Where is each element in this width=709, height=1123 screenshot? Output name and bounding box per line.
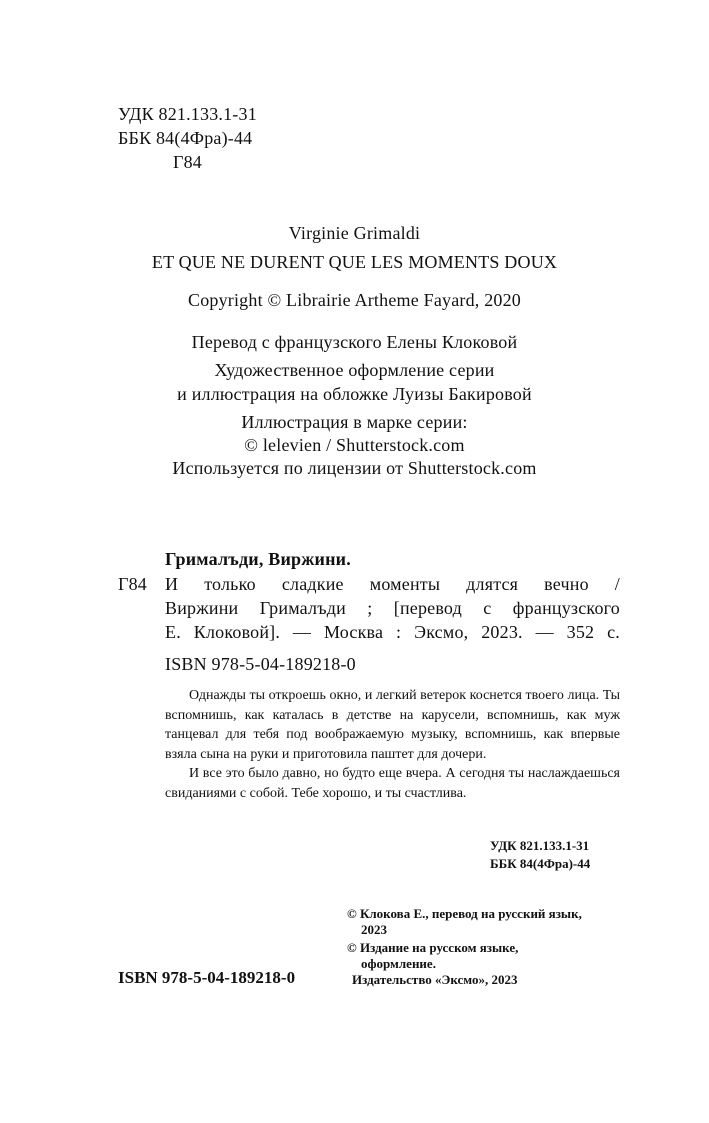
copyright-line: Copyright © Librairie Artheme Fayard, 2020 [187, 290, 521, 310]
original-title: ET QUE NE DURENT QUE LES MOMENTS DOUX [151, 252, 558, 272]
bbk-code: ББК 84(4Фра)-44 [118, 128, 253, 148]
annotation-paragraph-2: И все это было давно, но будто еще вчера. А сегодня ты наслаждаешься свиданиями с собой. Тебе хорошо, и ты счастлива. [165, 766, 620, 801]
annotation-udk: УДК 821.133.1-31 [490, 838, 590, 853]
design-credit-line2: и иллюстрация на обложке Луизы Бакировой [177, 384, 532, 404]
annotation [165, 686, 620, 803]
udk-code: УДК 821.133.1-31 [118, 104, 257, 124]
catalog-mark: Г84 [118, 574, 148, 594]
mark-credit-line2: © lelevien / Shutterstock.com [244, 435, 465, 455]
translation-copyright-line2: 2023 [361, 922, 387, 937]
catalog-line2: Виржини Грималъди ; [перевод с французского [165, 598, 620, 618]
annotation-bbk: ББК 84(4Фра)-44 [490, 856, 591, 871]
catalog-isbn: ISBN 978-5-04-189218-0 [165, 654, 356, 674]
license-line: Используется по лицензии от Shutterstock.com [172, 458, 537, 478]
edition-copyright-line3: Издательство «Эксмо», 2023 [352, 972, 518, 987]
design-credit-line1: Художественное оформление серии [214, 360, 495, 380]
translation-copyright-line1: © Клокова Е., перевод на русский язык, [347, 906, 582, 921]
footer-isbn: ISBN 978-5-04-189218-0 [118, 968, 296, 987]
author-mark: Г84 [173, 152, 203, 172]
annotation-paragraph-1: Однажды ты откроешь окно, и легкий ветерок коснется твоего лица. Ты вспомнишь, как каталась в детстве на карусели, вспомнишь, как муж танцевал для тебя под воображаемую музыку, вспомнишь, как впервые взяла сына на руки и приготовила паштет для дочери. [165, 688, 620, 762]
catalog-line1: И только сладкие моменты длятся вечно / [165, 574, 620, 594]
catalog-line3: Е. Клоковой]. — Москва : Эксмо, 2023. — 352 с. [165, 622, 620, 642]
catalog-heading: Грималъди, Виржини. [165, 549, 351, 569]
translation-credit: Перевод с французского Елены Клоковой [191, 332, 518, 352]
original-author: Virginie Grimaldi [288, 223, 421, 243]
mark-credit-line1: Иллюстрация в марке серии: [241, 412, 468, 432]
translation-copyright [347, 906, 582, 938]
edition-copyright [347, 940, 518, 988]
edition-copyright-line1: © Издание на русском языке, [347, 940, 519, 955]
edition-copyright-line2: оформление. [361, 956, 436, 971]
